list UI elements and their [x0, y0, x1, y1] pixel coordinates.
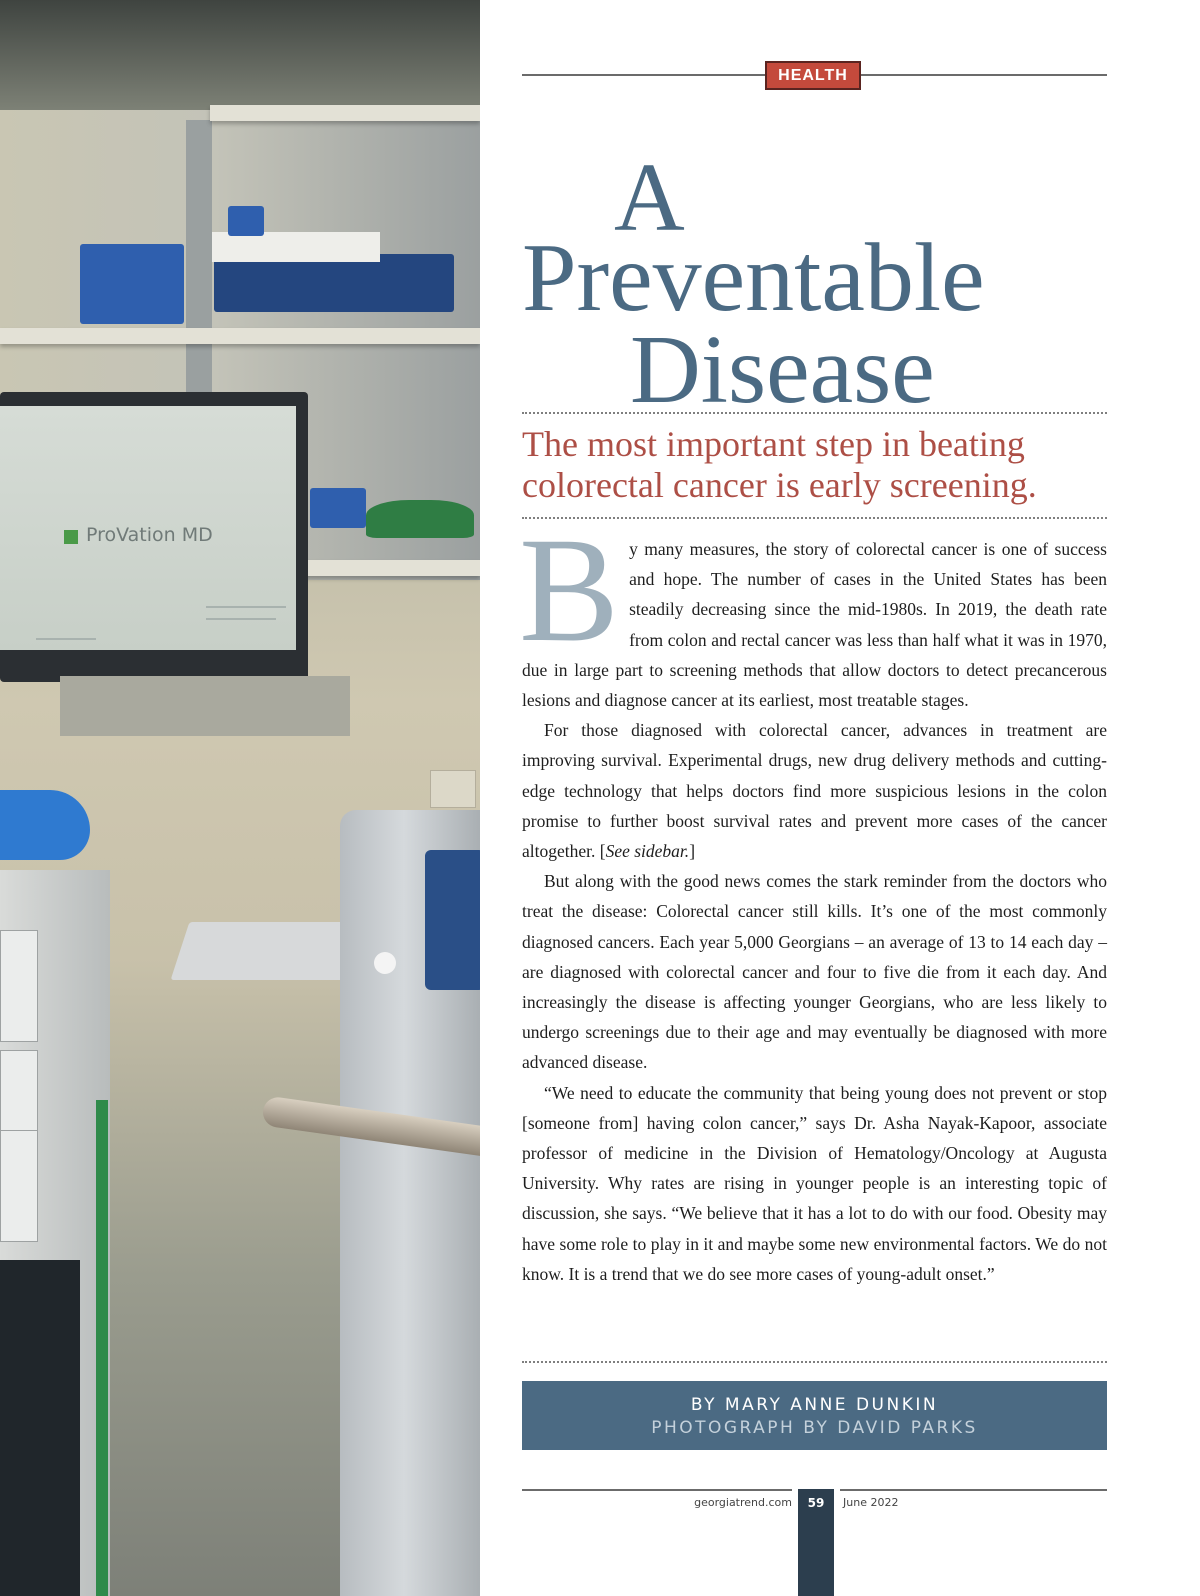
photo-shelf — [0, 328, 480, 344]
screen-text-line — [206, 606, 286, 608]
photo-blue-bin — [310, 488, 366, 528]
paragraph-3: But along with the good news comes the stark reminder from the doctors who treat the disease: Colorectal cancer still kills. It’s one of the most commonly diagnosed cancers. Each year 5,000 Georgians – an average of 13 to 14 each day – are diagnosed with colorectal cancer and four to five die from it each day. And increasingly the disease is affecting younger Georgians, who are less likely to undergo screenings due to their age and may eventually be diagnosed with more advanced disease. — [522, 871, 1107, 1073]
dotted-divider — [522, 1361, 1107, 1363]
dotted-divider — [522, 412, 1107, 414]
photo-cart-drawer — [0, 930, 38, 1042]
photo-machine-knob — [374, 952, 396, 974]
byline-photographer: PHOTOGRAPH BY DAVID PARKS — [651, 1418, 978, 1438]
screen-text-line — [206, 618, 276, 620]
photo-blue-glove — [0, 790, 90, 860]
photo-green-cloth — [366, 500, 474, 538]
deck: The most important step in beating colorectal cancer is early screening. — [522, 424, 1037, 505]
paragraph-1-text: y many measures, the story of colorectal cancer is one of success and hope. The number of cases in the United States has been steadily decreasing since the mid-1980s. In 2019, the death rate from colon and rectal cancer was less than half what it was in 1970, due in large part to screening methods that allow doctors to detect precancerous lesions and diagnose cancer at its earliest, most treatable stages. — [522, 539, 1107, 711]
byline-author: BY MARY ANNE DUNKIN — [690, 1395, 939, 1415]
footer-website: georgiatrend.com — [694, 1496, 792, 1509]
photo-monitor — [0, 392, 308, 682]
photo-dark-cabinet — [0, 1260, 80, 1596]
drop-cap: B — [519, 507, 620, 673]
footer-issue-date: June 2022 — [843, 1496, 899, 1509]
byline-box — [522, 1381, 1107, 1450]
paragraph-2 — [522, 715, 1107, 866]
photo-wall-outlet — [430, 770, 476, 808]
footer-rule-left — [522, 1489, 792, 1491]
footer-rule-right — [840, 1489, 1107, 1491]
screen-text-line — [36, 638, 96, 640]
paragraph-4: “We need to educate the community that being young does not prevent or stop [someone from] having colon cancer,” says Dr. Asha Nayak-Kapoor, associate professor of medicine in the Division of Hematology/Oncology at Augusta University. Why rates are rising in younger people is an interesting topic of discussion, she says. “We believe that it has a lot to do with our food. Obesity may have some role to play in it and maybe some new environmental factors. We do not know. It is a trend that we do see more cases of young-adult onset.” — [522, 1082, 1107, 1284]
photo-white-box — [212, 232, 380, 262]
article-photograph — [0, 0, 480, 1596]
photo-control-panel — [425, 850, 480, 990]
provation-logo-icon — [64, 530, 78, 544]
top-rule-right — [861, 74, 1107, 76]
page-number: 59 — [798, 1489, 834, 1596]
paragraph-1 — [519, 507, 1107, 715]
photo-blue-box — [228, 206, 264, 236]
top-rule-left — [522, 74, 765, 76]
article-body — [519, 507, 1107, 1289]
headline-line-3: Disease — [630, 316, 935, 424]
photo-green-pipe — [96, 1100, 108, 1596]
photo-shelf — [300, 560, 480, 576]
paragraph-2-text: For those diagnosed with colorectal cancer, advances in treatment are improving survival. Experimental drugs, new drug delivery methods and cutting-edge technology that helps doctors find more suspicious lesions in the colon promise to further boost survival rates and prevent more cases of the cancer altogether. [ — [522, 720, 1107, 862]
paragraph-2-end: ] — [689, 841, 696, 862]
screen-logo-text: ProVation MD — [86, 524, 213, 546]
photo-ceiling-shadow — [0, 0, 480, 110]
section-tag: HEALTH — [765, 61, 861, 90]
sidebar-reference: See sidebar. — [605, 841, 690, 862]
photo-blue-bin — [80, 244, 184, 324]
photo-wall-box — [60, 676, 350, 736]
photo-blue-tray — [214, 254, 454, 312]
photo-shelf — [210, 105, 480, 121]
headline-line-1: A — [614, 144, 685, 252]
photo-monitor-screen — [0, 406, 296, 650]
headline-line-2: Preventable — [522, 224, 985, 332]
photo-cart-drawer — [0, 1130, 38, 1242]
